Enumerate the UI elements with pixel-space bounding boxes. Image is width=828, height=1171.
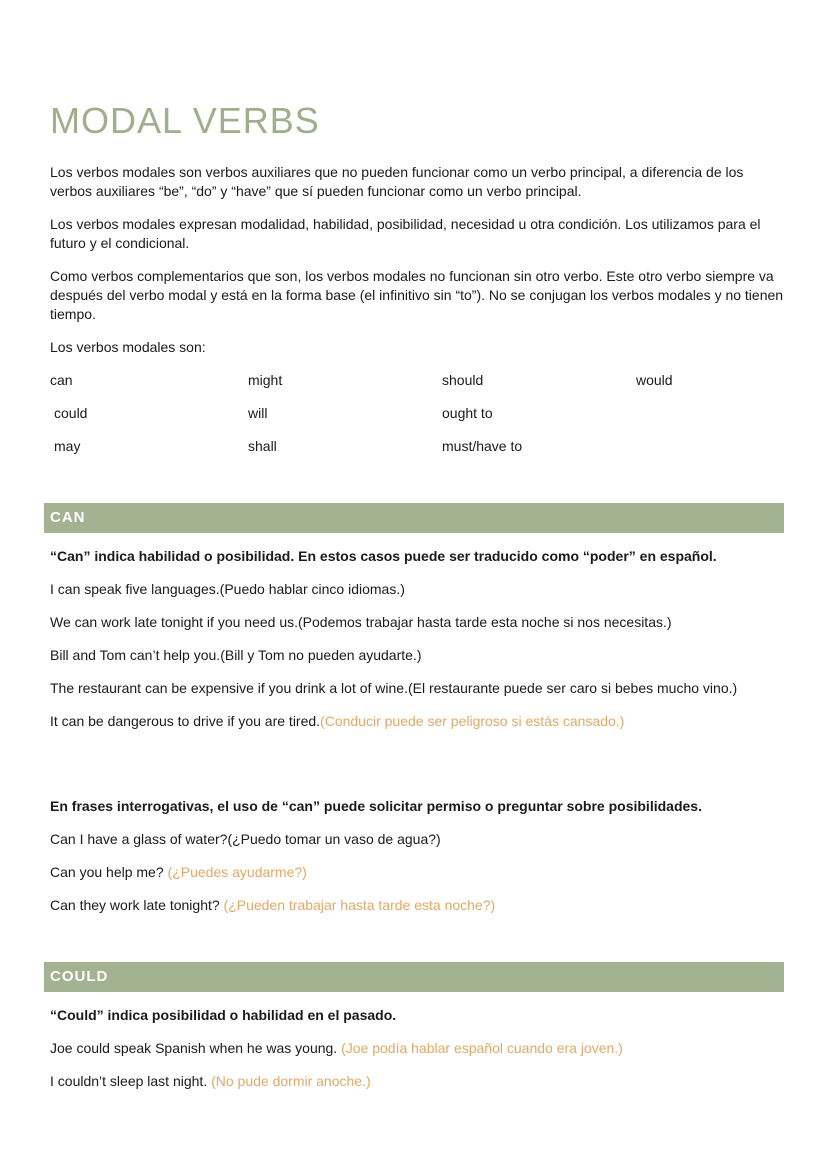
verb-cell: would [636, 372, 673, 388]
intro-paragraph: Los verbos modales son: [50, 339, 206, 355]
english-text: Can you help me? [50, 864, 168, 880]
can-section-header: CAN [44, 503, 784, 533]
verb-cell: could [54, 405, 88, 421]
could-section-body [50, 1006, 785, 1105]
english-text: Can I have a glass of water? [50, 831, 228, 847]
verb-cell: must/have to [442, 438, 523, 454]
example-sentence [50, 580, 785, 599]
spanish-translation: (Podemos trabajar hasta tarde esta noche si nos necesitas.) [298, 614, 672, 630]
spanish-translation: (Puedo hablar cinco idiomas.) [219, 581, 405, 597]
can-rule-1: “Can” indica habilidad o posibilidad. En estos casos puede ser traducido como “poder” en español. [50, 548, 717, 564]
intro-paragraph: Los verbos modales son verbos auxiliares que no pueden funcionar como un verbo principal, a diferencia de los verbos auxiliares “be”, “do” y “have” que sí pueden funcionar como un verbo principal. [50, 164, 744, 199]
spanish-translation: (¿Puedo tomar un vaso de agua?) [227, 831, 441, 847]
verb-cell [636, 403, 786, 436]
example-sentence [50, 646, 785, 665]
example-sentence [50, 679, 785, 698]
could-rule-1: “Could” indica posibilidad o habilidad en el pasado. [50, 1007, 397, 1023]
english-text: Joe could speak Spanish when he was young. [50, 1040, 342, 1056]
english-text: I can speak five languages. [50, 581, 220, 597]
verb-cell: will [248, 405, 268, 421]
can-section-body [50, 547, 785, 745]
spanish-translation: (Conducir puede ser peligroso si estás cansado.) [320, 713, 625, 729]
example-sentence [50, 712, 785, 731]
verb-cell: might [248, 372, 283, 388]
intro-paragraph: Los verbos modales expresan modalidad, habilidad, posibilidad, necesidad u otra condición. Los utilizamos para el futuro y el condicional. [50, 216, 761, 251]
spanish-translation: (No pude dormir anoche.) [211, 1073, 371, 1089]
example-sentence [50, 896, 785, 915]
spanish-translation: (El restaurante puede ser caro si bebes mucho vino.) [407, 680, 738, 696]
english-text: Bill and Tom can’t help you. [50, 647, 221, 663]
verb-cell: ought to [442, 405, 493, 421]
page-title: MODAL VERBS [50, 100, 320, 141]
spanish-translation: (Bill y Tom no pueden ayudarte.) [220, 647, 422, 663]
modal-verbs-table [50, 370, 790, 469]
intro-section [50, 163, 785, 371]
verb-cell: should [442, 372, 484, 388]
example-sentence [50, 1039, 785, 1058]
could-section-header: COULD [44, 962, 784, 992]
spanish-translation: (Joe podía hablar español cuando era joven.) [341, 1040, 623, 1056]
english-text: I couldn’t sleep last night. [50, 1073, 212, 1089]
english-text: The restaurant can be expensive if you drink a lot of wine. [50, 680, 408, 696]
example-sentence [50, 863, 785, 882]
example-sentence [50, 613, 785, 632]
intro-paragraph: Como verbos complementarios que son, los verbos modales no funcionan sin otro verbo. Este otro verbo siempre va después del verbo modal y está en la forma base (el infinitivo sin “to”). No se conjugan los verbos modales y no tienen tiempo. [50, 268, 784, 322]
verb-cell [636, 436, 786, 469]
spanish-translation: (¿Puedes ayudarme?) [167, 864, 307, 880]
spanish-translation: (¿Pueden trabajar hasta tarde esta noche?) [223, 897, 496, 913]
verb-cell: can [50, 372, 73, 388]
can-question-body [50, 797, 785, 929]
example-sentence [50, 1072, 785, 1091]
verb-cell: shall [248, 438, 277, 454]
verb-cell: may [54, 438, 81, 454]
english-text: Can they work late tonight? [50, 897, 224, 913]
english-text: It can be dangerous to drive if you are tired. [50, 713, 321, 729]
english-text: We can work late tonight if you need us. [50, 614, 298, 630]
example-sentence [50, 830, 785, 849]
can-rule-2: En frases interrogativas, el uso de “can” puede solicitar permiso o preguntar sobre posibilidades. [50, 798, 702, 814]
